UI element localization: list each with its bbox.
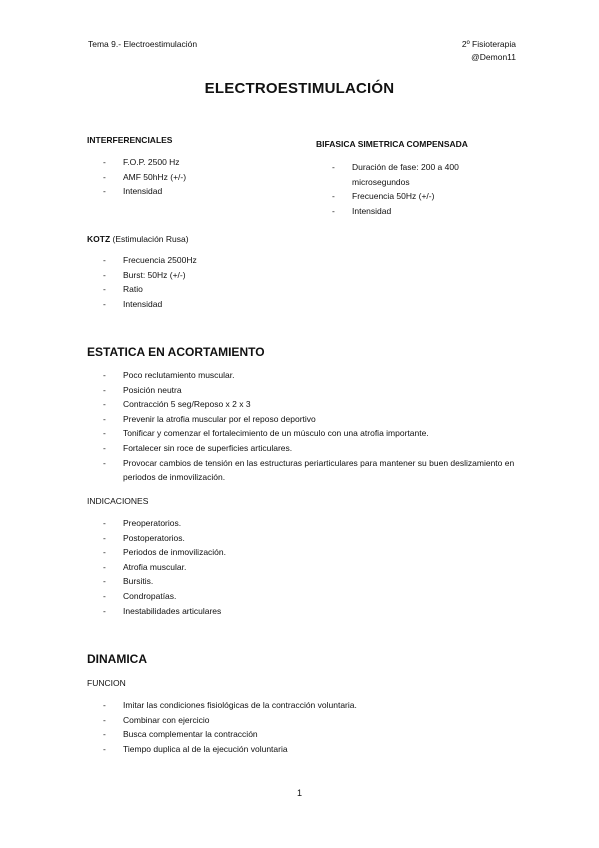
list-item: - AMF 50hHz (+/-) xyxy=(103,170,283,185)
estatica-list xyxy=(103,368,523,485)
bifasica-list xyxy=(332,160,472,218)
list-item: - Duración de fase: 200 a 400 microsegundos xyxy=(332,160,472,189)
kotz-list xyxy=(103,253,303,311)
list-item: - Imitar las condiciones fisiológicas de la contracción voluntaria. xyxy=(103,698,523,713)
list-item: - Frecuencia 50Hz (+/-) xyxy=(332,189,472,204)
list-item: - Inestabilidades articulares xyxy=(103,604,403,619)
list-item: - Burst: 50Hz (+/-) xyxy=(103,268,303,283)
list-item: - Condropatías. xyxy=(103,589,403,604)
list-item: - Combinar con ejercicio xyxy=(103,713,523,728)
list-item: - Ratio xyxy=(103,282,303,297)
list-item: - Atrofia muscular. xyxy=(103,560,403,575)
interferenciales-list xyxy=(103,155,283,199)
list-item: - Frecuencia 2500Hz xyxy=(103,253,303,268)
list-item: - F.O.P. 2500 Hz xyxy=(103,155,283,170)
indicaciones-heading: INDICACIONES xyxy=(87,496,149,506)
list-item: - Intensidad xyxy=(103,184,283,199)
list-item: - Posición neutra xyxy=(103,383,523,398)
list-item: - Intensidad xyxy=(332,204,472,219)
kotz-heading-bold: KOTZ xyxy=(87,234,111,244)
funcion-heading: FUNCION xyxy=(87,678,126,688)
list-item: - Contracción 5 seg/Reposo x 2 x 3 xyxy=(103,397,523,412)
header-course: 2º Fisioterapia xyxy=(461,39,516,49)
indicaciones-list xyxy=(103,516,403,618)
kotz-heading-rest: (Estimulación Rusa) xyxy=(110,234,189,244)
list-item: - Poco reclutamiento muscular. xyxy=(103,368,523,383)
bifasica-heading: BIFASICA SIMETRICA COMPENSADA xyxy=(316,139,468,149)
header-topic: Tema 9.- Electroestimulación xyxy=(88,39,198,49)
page-title: ELECTROESTIMULACIÓN xyxy=(204,80,395,97)
list-item: - Tonificar y comenzar el fortalecimiento de un músculo con una atrofia importante. xyxy=(103,426,523,441)
dinamica-list xyxy=(103,698,523,756)
estatica-heading: ESTATICA EN ACORTAMIENTO xyxy=(87,345,265,359)
list-item: - Prevenir la atrofia muscular por el reposo deportivo xyxy=(103,412,523,427)
page-number: 1 xyxy=(296,788,302,798)
list-item: - Busca complementar la contracción xyxy=(103,727,523,742)
list-item: - Postoperatorios. xyxy=(103,531,403,546)
list-item: - Provocar cambios de tensión en las estructuras periarticulares para mantener su buen deslizamiento en periodos de inmovilización. xyxy=(103,456,523,485)
list-item: - Bursitis. xyxy=(103,574,403,589)
list-item: - Preoperatorios. xyxy=(103,516,403,531)
dinamica-heading: DINAMICA xyxy=(87,652,147,666)
list-item: - Intensidad xyxy=(103,297,303,312)
list-item: - Tiempo duplica al de la ejecución voluntaria xyxy=(103,742,523,757)
header-author: @Demon11 xyxy=(471,52,516,62)
kotz-heading xyxy=(87,234,189,244)
list-item: - Periodos de inmovilización. xyxy=(103,545,403,560)
list-item: - Fortalecer sin roce de superficies articulares. xyxy=(103,441,523,456)
interferenciales-heading: INTERFERENCIALES xyxy=(87,135,173,145)
